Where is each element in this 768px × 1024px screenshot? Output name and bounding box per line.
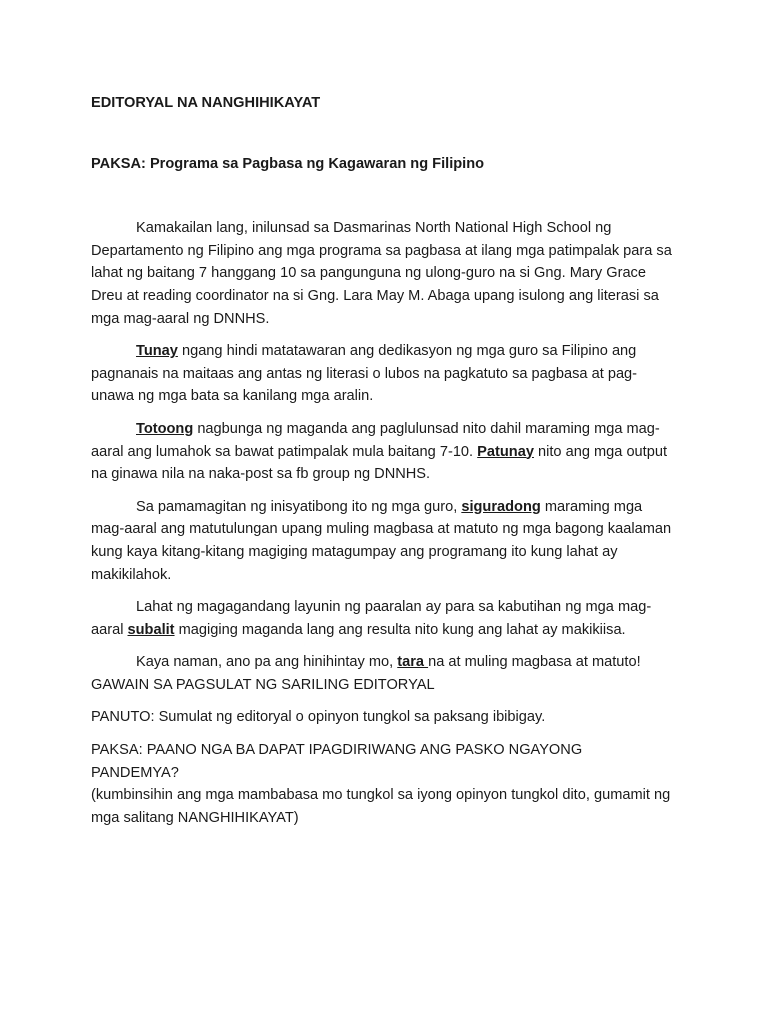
activity-heading: GAWAIN SA PAGSULAT NG SARILING EDITORYAL (91, 676, 435, 693)
paragraph-3-text-b: nito ang mga output na ginawa nila na naka-post sa fb group ng DNNHS. (91, 443, 668, 483)
paragraph-5 (91, 596, 673, 641)
paragraph-2-text: ngang hindi matatawaran ang dedikasyon ng mga guro sa Filipino ang pagnanais na maitaas ang antas ng literasi o lubos na pagkatuto sa pagbasa at pag-unawa ng mga bata sa kanilang mga aralin. (91, 343, 638, 405)
paragraph-1 (91, 217, 673, 330)
paragraph-4-text-b: maraming mga mag-aaral ang matutulungan upang muling magbasa at matuto ng mga bagong kaalaman kung kaya kitang-kitang magiging matagumpay ang programang ito kung lahat ay makikilahok. (91, 498, 672, 583)
document-title: EDITORYAL NA NANGHIHIKAYAT (91, 95, 321, 111)
keyword-subalit: subalit (127, 621, 175, 638)
activity-topic (91, 739, 673, 829)
paragraph-4 (91, 496, 673, 586)
paragraph-6-text-b: na at muling magbasa at matuto! (428, 654, 641, 671)
paragraph-5-text-b: magiging maganda lang ang resulta nito kung ang lahat ay makikiisa. (174, 621, 626, 638)
document-body (91, 92, 673, 829)
activity-instruction: PANUTO: Sumulat ng editoryal o opinyon tungkol sa paksang ibibigay. (91, 709, 546, 726)
topic-label: PAKSA: (91, 155, 146, 172)
activity-note: (kumbinsihin ang mga mambabasa mo tungkol sa iyong opinyon tungkol dito, gumamit ng mga salitang NANGHIHIKAYAT) (91, 787, 671, 826)
paragraph-3-text-a: nagbunga ng maganda ang paglulunsad nito dahil maraming mga mag-aaral ang lumahok sa bawat patimpalak mula baitang 7-10. (91, 420, 660, 460)
paragraph-3 (91, 418, 673, 486)
paragraph-5-text-a: Lahat ng magagandang layunin ng paaralan ay para sa kabutihan ng mga mag-aaral (91, 599, 652, 638)
paragraph-6-text-a: Kaya naman, ano pa ang hinihintay mo, (136, 654, 398, 671)
activity-topic-line: PAKSA: PAANO NGA BA DAPAT IPAGDIRIWANG ANG PASKO NGAYONG PANDEMYA? (91, 742, 583, 781)
keyword-patunay: Patunay (477, 443, 534, 460)
topic-line (91, 153, 673, 176)
paragraph-2 (91, 340, 673, 408)
keyword-tara: tara (397, 654, 429, 671)
topic-value: Programa sa Pagbasa ng Kagawaran ng Filipino (149, 155, 485, 172)
keyword-siguradong: siguradong (461, 498, 541, 515)
paragraph-4-text-a: Sa pamamagitan ng inisyatibong ito ng mga guro, (136, 498, 462, 515)
keyword-tunay: Tunay (136, 343, 178, 360)
paragraph-1-text: Kamakailan lang, inilunsad sa Dasmarinas North National High School ng Departamento ng Filipino ang mga programa sa pagbasa at ilang mga patimpalak para sa lahat ng baitang 7 hanggang 10 sa pangunguna ng ulong-guro na si Gng. Mary Grace Dreu at reading coordinator na si Gng. Lara May M. Abaga upang isulong ang literasi sa mga mag-aaral ng DNNHS. (91, 220, 672, 327)
paragraph-6 (91, 651, 673, 674)
keyword-totoong: Totoong (136, 420, 194, 437)
